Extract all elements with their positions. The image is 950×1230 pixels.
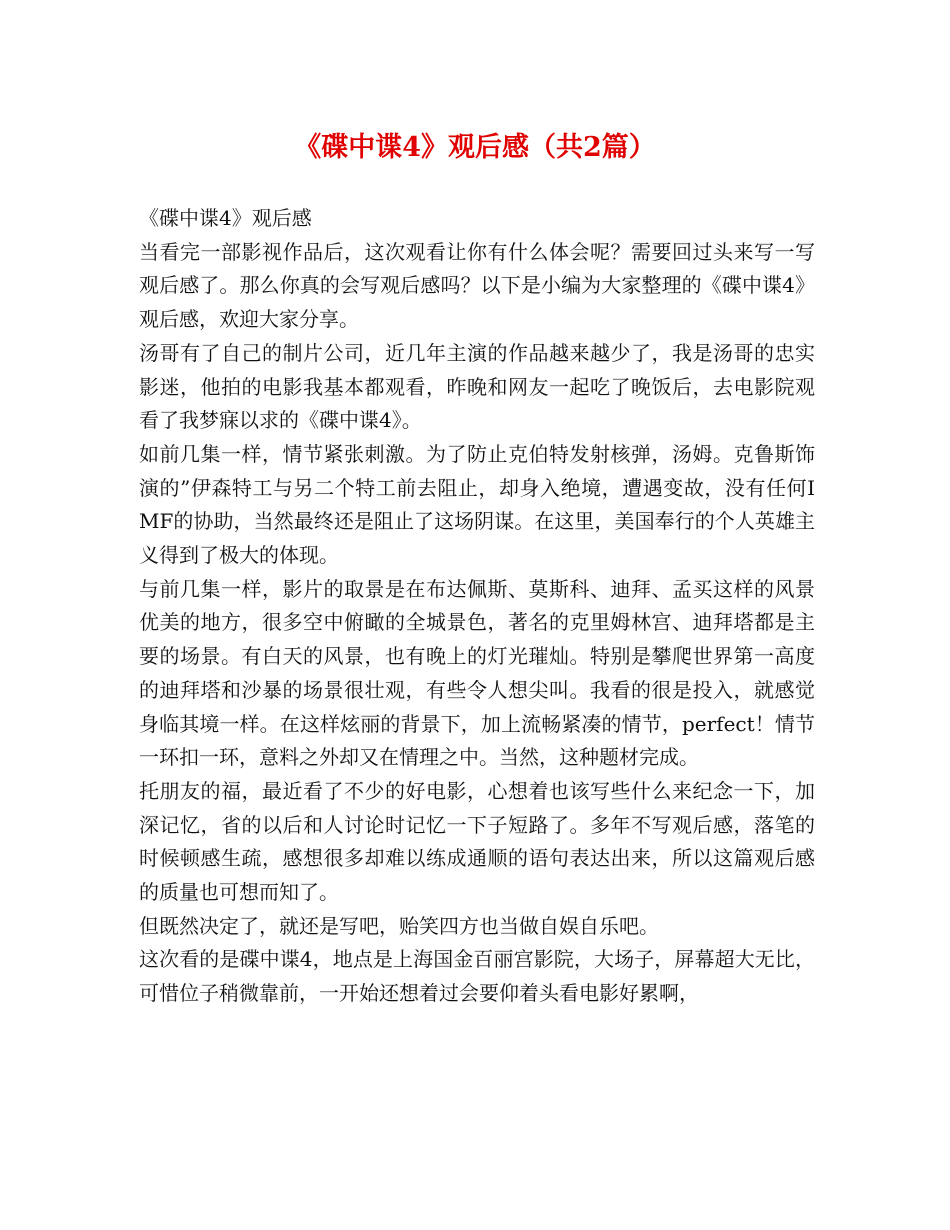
- document-title: 《碟中谍4》观后感（共2篇）: [294, 132, 656, 163]
- body-paragraph: 托朋友的福，最近看了不少的好电影，心想着也该写些什么来纪念一下，加深记忆，省的以后和人讨论时记忆一下子短路了。多年不写观后感，落笔的时候顿感生疏，感想很多却难以练成通顺的语句表达出来，所以这篇观后感的质量也可想而知了。: [139, 778, 815, 905]
- subtitle-paragraph: 《碟中谍4》观后感: [139, 206, 312, 230]
- document-body: [139, 202, 815, 1011]
- body-paragraph: 但既然决定了，就还是写吧，贻笑四方也当做自娱自乐吧。: [139, 913, 659, 938]
- body-paragraph: 与前几集一样，影片的取景是在布达佩斯、莫斯科、迪拜、孟买这样的风景优美的地方，很多空中俯瞰的全城景色，著名的克里姆林宫、迪拜塔都是主要的场景。有白天的风景，也有晚上的灯光璀灿。特别是攀爬世界第一高度的迪拜塔和沙暴的场景很壮观，有些令人想尖叫。我看的很是投入，就感觉身临其境一样。在这样炫丽的背景下，加上流畅紧凑的情节，perfect！情节一环扣一环，意料之外却又在情理之中。当然，这种题材完成。: [139, 576, 815, 770]
- body-paragraph: 汤哥有了自己的制片公司，近几年主演的作品越来越少了，我是汤哥的忠实影迷，他拍的电影我基本都观看，昨晚和网友一起吃了晚饭后，去电影院观看了我梦寐以求的《碟中谍4》。: [139, 340, 815, 433]
- intro-paragraph: 当看完一部影视作品后，这次观看让你有什么体会呢？需要回过头来写一写观后感了。那么你真的会写观后感吗？以下是小编为大家整理的《碟中谍4》观后感，欢迎大家分享。: [139, 239, 815, 332]
- body-paragraph: 如前几集一样，情节紧张刺激。为了防止克伯特发射核弹，汤姆。克鲁斯饰演的”伊森特工与另二个特工前去阻止，却身入绝境，遭遇变故，没有任何IMF的协助，当然最终还是阻止了这场阴谋。在这里，美国奉行的个人英雄主义得到了极大的体现。: [139, 441, 815, 568]
- body-paragraph: 这次看的是碟中谍4，地点是上海国金百丽宫影院，大场子，屏幕超大无比，可惜位子稍微靠前，一开始还想着过会要仰着头看电影好累啊，: [139, 947, 815, 1006]
